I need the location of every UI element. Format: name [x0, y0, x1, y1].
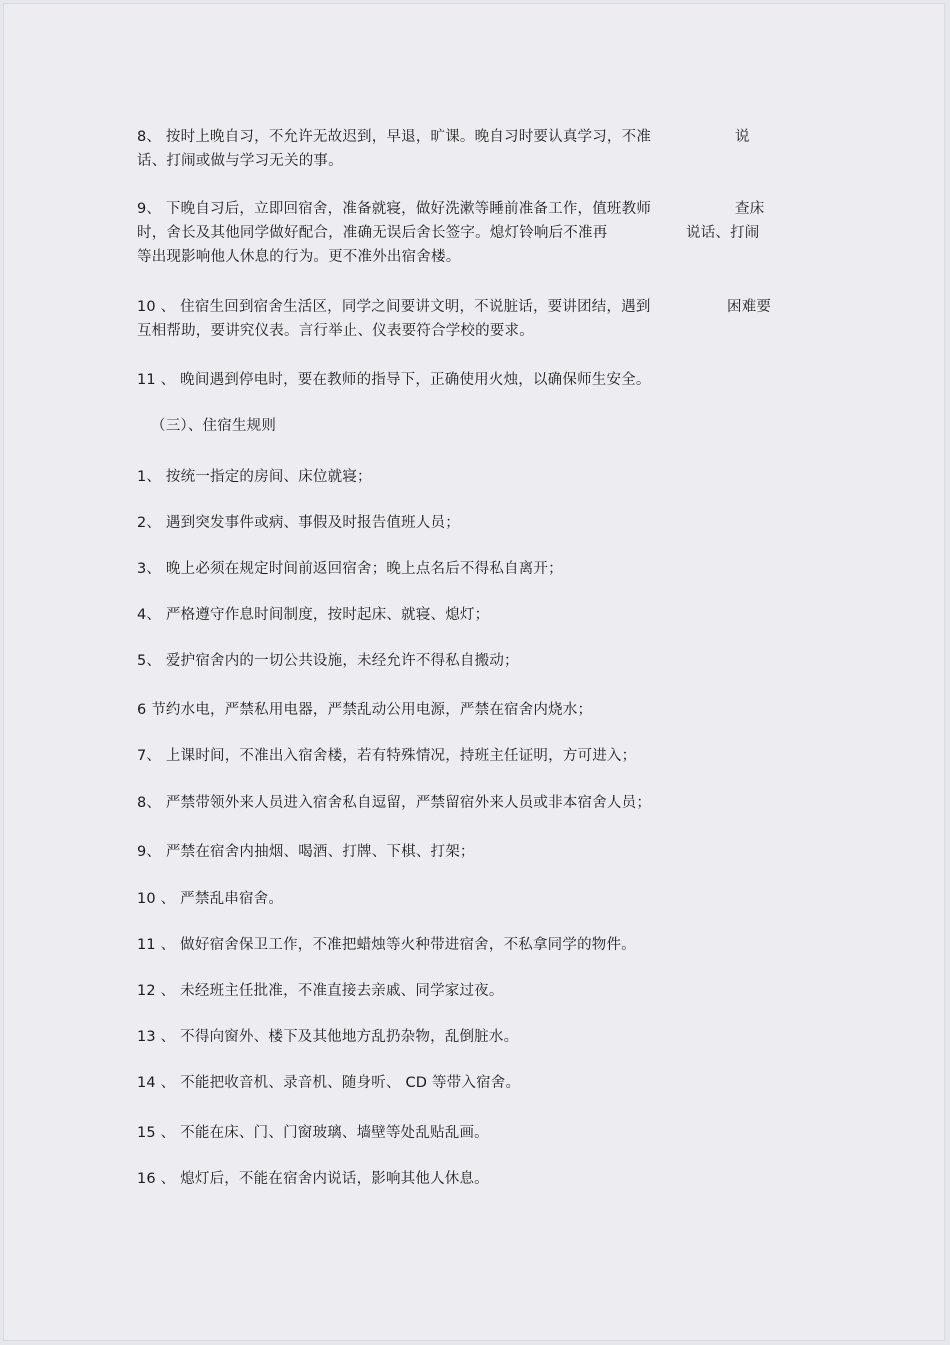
rule-8-paragraph — [137, 125, 787, 173]
dorm-rule-16: 16 、 熄灯后，不能在宿舍内说话，影响其他人休息。 — [137, 1171, 489, 1187]
rule-9-line-1: 9、 下晚自习后，立即回宿舍，准备就寝，做好洗漱等睡前准备工作，值班教师 — [137, 201, 652, 217]
rule-8-line-2: 话、打闹或做与学习无关的事。 — [137, 153, 343, 169]
dorm-rule-14: 14 、 不能把收音机、录音机、随身听、 CD 等带入宿舍。 — [137, 1075, 521, 1091]
rule-9-line-2-tail: 说话、打闹 — [686, 225, 760, 241]
dorm-rule-2: 2、 遇到突发事件或病、事假及时报告值班人员； — [137, 515, 460, 531]
dorm-rule-4: 4、 严格遵守作息时间制度，按时起床、就寝、熄灯； — [137, 607, 490, 623]
dorm-rule-8: 8、 严禁带领外来人员进入宿舍私自逗留，严禁留宿外来人员或非本宿舍人员； — [137, 795, 652, 811]
dorm-rule-12: 12 、 未经班主任批准，不准直接去亲戚、同学家过夜。 — [137, 983, 504, 999]
section-heading-text: （三）、住宿生规则 — [151, 418, 277, 434]
rule-10-line-1-tail: 困难要 — [727, 299, 772, 315]
dorm-rule-6: 6 节约水电，严禁私用电器，严禁乱动公用电源，严禁在宿舍内烧水； — [137, 702, 593, 718]
dorm-rule-5: 5、 爱护宿舍内的一切公共设施，未经允许不得私自搬动； — [137, 653, 519, 669]
rule-11-paragraph — [137, 368, 787, 392]
document-page — [3, 3, 945, 1341]
dorm-rule-15: 15 、 不能在床、门、门窗玻璃、墙壁等处乱贴乱画。 — [137, 1125, 489, 1141]
dorm-rule-11: 11 、 做好宿舍保卫工作，不准把蜡烛等火种带进宿舍，不私拿同学的物件。 — [137, 937, 636, 953]
rule-10-line-2: 互相帮助，要讲究仪表。言行举止、仪表要符合学校的要求。 — [137, 323, 534, 339]
rule-9-line-2: 时，舍长及其他同学做好配合，准确无误后舍长签字。熄灯铃响后不准再 — [137, 225, 608, 241]
rule-9-paragraph — [137, 197, 787, 269]
rule-8-line-1: 8、 按时上晚自习，不允许无故迟到，早退，旷课。晚自习时要认真学习，不准 — [137, 129, 652, 145]
section-heading — [151, 414, 801, 438]
rule-10-paragraph — [137, 295, 787, 343]
dorm-rule-1: 1、 按统一指定的房间、床位就寝； — [137, 469, 372, 485]
rule-9-line-1-tail: 查床 — [735, 201, 765, 217]
rule-8-line-1-tail: 说 — [735, 129, 750, 145]
dorm-rule-3: 3、 晚上必须在规定时间前返回宿舍；晚上点名后不得私自离开； — [137, 561, 563, 577]
dorm-rule-13: 13 、 不得向窗外、楼下及其他地方乱扔杂物，乱倒脏水。 — [137, 1029, 519, 1045]
rule-9-line-3: 等出现影响他人休息的行为。更不准外出宿舍楼。 — [137, 249, 461, 265]
rule-10-line-1: 10 、 住宿生回到宿舍生活区，同学之间要讲文明，不说脏话，要讲团结，遇到 — [137, 299, 651, 315]
dorm-rule-10: 10 、 严禁乱串宿舍。 — [137, 891, 284, 907]
dorm-rule-7: 7、 上课时间，不准出入宿舍楼，若有特殊情况，持班主任证明，方可进入； — [137, 748, 637, 764]
dorm-rule-9: 9、 严禁在宿舍内抽烟、喝酒、打牌、下棋、打架； — [137, 844, 475, 860]
rule-11-line-1: 11 、 晚间遇到停电时，要在教师的指导下，正确使用火烛，以确保师生安全。 — [137, 372, 651, 388]
